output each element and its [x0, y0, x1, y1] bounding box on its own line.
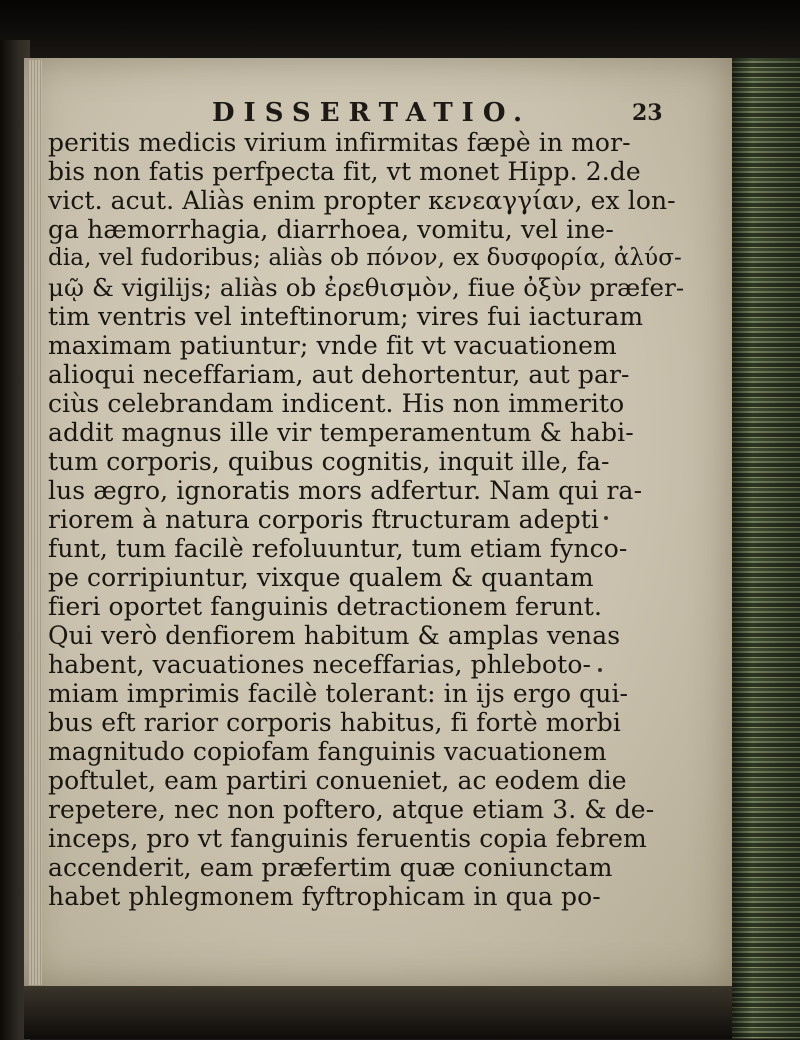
text-line: accenderit, eam præfertim quæ coniunctam — [48, 853, 613, 882]
text-line: μῷ & vigilijs; aliàs ob ἐρεθισμὸν, fiue ὀξὺν præfer- — [48, 273, 685, 302]
ink-speck — [604, 516, 608, 520]
scan-bottom-shadow — [24, 986, 732, 1039]
text-line: ga hæmorrhagia, diarrhoea, vomitu, vel ine- — [48, 215, 614, 244]
text-line: peritis medicis virium infirmitas fæpè in mor- — [48, 128, 631, 157]
text-line: funt, tum facilè refoluuntur, tum etiam fynco- — [48, 534, 628, 563]
text-line: maximam patiuntur; vnde fit vt vacuationem — [48, 331, 617, 360]
text-line: bis non fatis perfpecta fit, vt monet Hipp. 2.de — [48, 157, 641, 186]
text-line: habet phlegmonem fyftrophicam in qua po- — [48, 882, 601, 911]
text-line: lus ægro, ignoratis mors adfertur. Nam qui ra- — [48, 476, 643, 505]
text-line: habent, vacuationes neceffarias, phleboto- — [48, 650, 592, 679]
text-line: repetere, nec non poftero, atque etiam 3. & de- — [48, 795, 655, 824]
text-line: tim ventris vel inteftinorum; vires fui iacturam — [48, 302, 644, 331]
page-number: 23 — [632, 100, 663, 126]
text-line: magnitudo copiofam fanguinis vacuationem — [48, 737, 607, 766]
text-line: pe corripiuntur, vixque qualem & quantam — [48, 563, 594, 592]
body-text — [48, 128, 688, 911]
text-line: ciùs celebrandam indicent. His non immerito — [48, 389, 625, 418]
running-head: DISSERTATIO. — [212, 98, 532, 128]
page-gutter-edge — [28, 60, 42, 985]
text-line: Qui verò denfiorem habitum & amplas venas — [48, 621, 621, 650]
text-line: poftulet, eam partiri conueniet, ac eodem die — [48, 766, 627, 795]
page-header — [28, 98, 718, 130]
text-line: miam imprimis facilè tolerant: in ijs ergo qui- — [48, 679, 629, 708]
text-line: riorem à natura corporis ftructuram adepti — [48, 505, 599, 534]
book-fore-edge — [732, 58, 800, 1039]
text-line: tum corporis, quibus cognitis, inquit ille, fa- — [48, 447, 610, 476]
text-line: inceps, pro vt fanguinis feruentis copia febrem — [48, 824, 647, 853]
ink-speck — [598, 668, 602, 672]
text-line: fieri oportet fanguinis detractionem ferunt. — [48, 592, 602, 621]
text-line: dia, vel fudoribus; aliàs ob πόνον, ex δυσφορία, ἀλύσ- — [48, 245, 682, 271]
text-line: vict. acut. Aliàs enim propter κενεαγγίαν, ex lon- — [48, 186, 676, 215]
text-line: addit magnus ille vir temperamentum & habi- — [48, 418, 634, 447]
text-line: alioqui neceffariam, aut dehortentur, aut par- — [48, 360, 630, 389]
text-line: bus eft rarior corporis habitus, fi fortè morbi — [48, 708, 621, 737]
